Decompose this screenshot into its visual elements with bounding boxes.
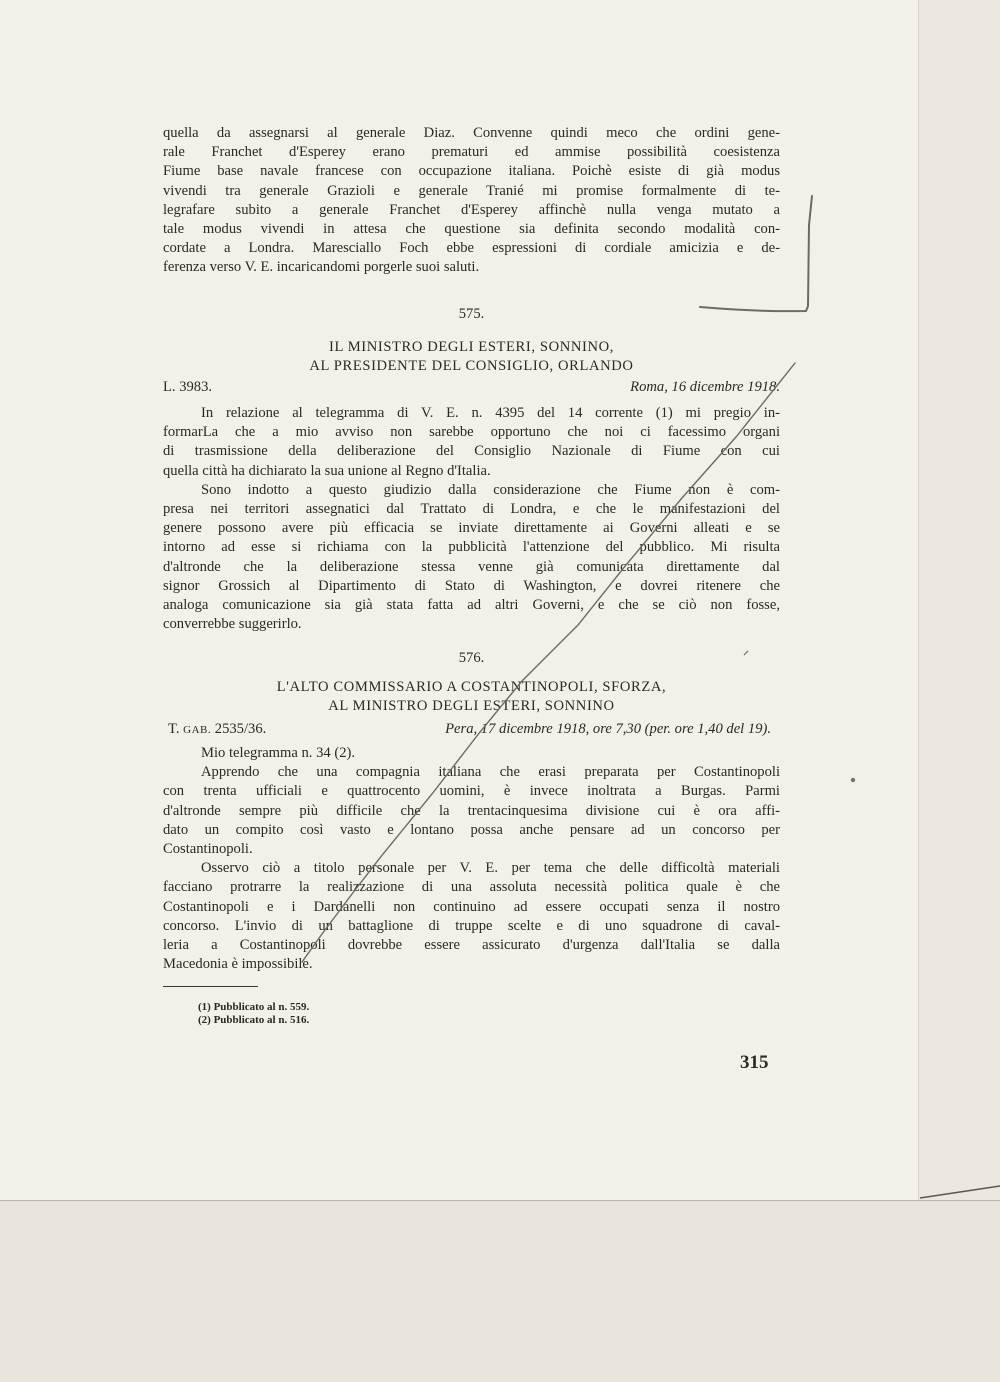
- text-line: analoga comunicazione sia già stata fatta ad altri Governi, e che se ciò non fosse,: [163, 596, 780, 613]
- text-line: Mio telegramma n. 34 (2).: [201, 745, 356, 761]
- text-line: presa nei territori assegnatici dal Trattato di Londra, e che le manifestazioni del: [163, 500, 780, 517]
- doc-575-reference: L. 3983.: [163, 379, 213, 395]
- text-line: Apprendo che una compagnia italiana che erasi preparata per Costantinopoli: [201, 764, 780, 781]
- doc-575-heading-line2: AL PRESIDENTE DEL CONSIGLIO, ORLANDO: [309, 358, 634, 374]
- text-line: formarLa che a mio avviso non sarebbe opportuno che noi ci facessimo organi: [163, 424, 780, 441]
- pencil-bracket-mark: [700, 196, 812, 311]
- text-line: genere possono avere più efficacia se inviate direttamente ai Governi alleati e se: [163, 520, 780, 537]
- page-number: 315: [740, 1052, 769, 1073]
- text-line: con trenta ufficiali e quattrocento uomini, è invece inoltrata a Burgas. Parmi: [163, 783, 780, 800]
- text-line: quella città ha dichiarato la sua unione al Regno d'Italia.: [163, 462, 491, 479]
- ink-dot: [851, 778, 855, 782]
- text-line: d'altronde che la deliberazione stessa venne già comunicata direttamente dal: [163, 558, 780, 575]
- doc-575-heading-line1: IL MINISTRO DEGLI ESTERI, SONNINO,: [329, 339, 614, 355]
- pencil-tick-mark: [744, 651, 748, 655]
- page-edge-mark: [920, 1186, 1000, 1198]
- text-line: Sono indotto a questo giudizio dalla considerazione che Fiume non è com-: [201, 481, 780, 498]
- text-line: Fiume base navale francese con occupazione italiana. Poichè esiste di già modus: [163, 163, 780, 180]
- text-line: converrebbe suggerirlo.: [163, 616, 302, 633]
- doc-576-heading-line2: AL MINISTRO DEGLI ESTERI, SONNINO: [328, 698, 615, 714]
- text-line: legrafare subito a generale Franchet d'Esperey affinchè nulla venga mutato a: [163, 201, 780, 218]
- text-line: dato un compito così vasto e lontano possa anche pensare ad un concorso per: [163, 821, 780, 838]
- text-line: d'altronde sempre più difficile che la trentacinquesima divisione cui è ora affi-: [163, 802, 780, 819]
- text-line: Costantinopoli e i Dardanelli non continuino ad essere occupati senza il nostro: [163, 898, 780, 915]
- text-line: Osservo ciò a titolo personale per V. E. per tema che delle difficoltà materiali: [201, 860, 780, 877]
- text-line: concorso. L'invio di un battaglione di truppe scelte e di uno squadrone di caval-: [163, 917, 780, 934]
- text-line: tale modus vivendi in attesa che questione sia definita secondo modalità con-: [163, 220, 780, 237]
- doc-576-number: 576.: [458, 650, 485, 666]
- pencil-strike-line: [302, 363, 795, 962]
- text-line: leria a Costantinopoli dovrebbe essere assicurato d'urgenza dall'Italia se dalla: [163, 936, 780, 953]
- text-line: intorno ad esse si richiama con la pubblicità l'attenzione del pubblico. Mi risulta: [163, 539, 780, 556]
- footnote-1: (1) Pubblicato al n. 559.: [198, 1001, 310, 1013]
- text-line: Macedonia è impossibile.: [163, 956, 313, 973]
- doc-576-reference: T. GAB. 2535/36.: [168, 721, 267, 737]
- text-line: ferenza verso V. E. incaricandomi porgerle suoi saluti.: [163, 259, 480, 276]
- doc-576-heading-line1: L'ALTO COMMISSARIO A COSTANTINOPOLI, SFORZA,: [276, 679, 667, 695]
- text-line: vivendi tra generale Grazioli e generale Tranié mi promise formalmente di te-: [163, 182, 780, 199]
- text-line: quella da assegnarsi al generale Diaz. Convenne quindi meco che ordini gene-: [163, 125, 780, 141]
- text-line: di trasmissione della deliberazione del Consiglio Nazionale di Fiume con cui: [163, 443, 780, 460]
- doc-575-date: Roma, 16 dicembre 1918.: [630, 379, 780, 395]
- doc-576-date: Pera, 17 dicembre 1918, ore 7,30 (per. ore 1,40 del 19).: [445, 721, 771, 737]
- footnote-2: (2) Pubblicato al n. 516.: [198, 1014, 310, 1026]
- text-line: In relazione al telegramma di V. E. n. 4395 del 14 corrente (1) mi pregio in-: [201, 405, 780, 421]
- text-line: facciano protrarre la realizzazione di una assoluta necessità politica quale è che: [163, 879, 780, 896]
- text-line: signor Grossich al Dipartimento di Stato di Washington, e dovrei ritenere che: [163, 577, 780, 594]
- text-line: rale Franchet d'Esperey erano prematuri ed ammise possibilità coesistenza: [163, 144, 780, 161]
- text-line: Costantinopoli.: [163, 840, 253, 857]
- doc-575-number: 575.: [458, 306, 485, 322]
- text-line: cordate a Londra. Maresciallo Foch ebbe espressioni di cordiale amicizia e de-: [163, 240, 780, 257]
